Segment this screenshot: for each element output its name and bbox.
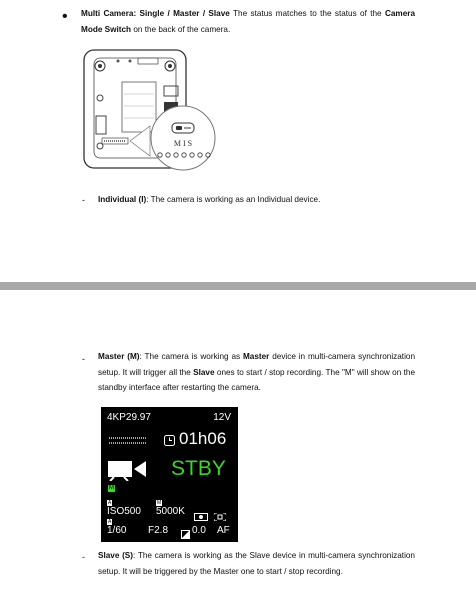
autofocus-label: AF (217, 525, 230, 536)
aperture-value: F2.8 (148, 525, 169, 536)
camera-play-icon (108, 459, 148, 481)
camera-back-diagram (80, 46, 218, 178)
record-timecode: 01h06 (179, 429, 227, 448)
master-term: Master (M) (98, 352, 140, 361)
master-paragraph: Master (M): The camera is working as Master device in multi-camera synchronization setup. It will trigger all the Slave ones to start / stop recording. The "M" will show on the standby interface after restarting the camera. (98, 352, 416, 392)
manual-page-bottom (0, 290, 476, 601)
dash-marker: - (82, 195, 85, 205)
record-format: 4KP29.97 (107, 412, 151, 423)
camera-mode-switch-name: Camera Mode Switch (81, 9, 415, 34)
standby-screen (101, 407, 238, 542)
bullet-icon: • (62, 8, 68, 25)
focus-frame-icon (214, 508, 226, 516)
clock-icon (164, 433, 175, 444)
multi-camera-title: Multi Camera: Single / Master / Slave (81, 9, 230, 18)
battery-voltage: 12V (213, 412, 231, 423)
individual-paragraph: Individual (I): The camera is working as an Individual device. (98, 195, 321, 204)
white-balance-value: 5000K (156, 506, 185, 517)
slave-term: Slave (S) (98, 551, 133, 560)
exposure-comp-icon (181, 526, 190, 535)
manual-page-top (0, 0, 476, 282)
lens-icon (194, 508, 208, 516)
iso-value: ISO500 (107, 506, 141, 517)
iso-caption: A (108, 500, 112, 506)
shutter-value: 1/60 (107, 525, 127, 536)
dash-marker: - (82, 354, 85, 364)
individual-term: Individual (I) (98, 195, 147, 204)
multi-camera-paragraph: Multi Camera: Single / Master / Slave The status matches to the status of the Camera Mode Switch on the back of the camera. (81, 9, 415, 34)
wb-caption: M (157, 500, 162, 506)
standby-status: STBY (171, 457, 226, 480)
mis-switch-label: M I S (173, 139, 193, 148)
master-mode-badge: M (109, 485, 114, 491)
page-divider (0, 282, 476, 290)
audio-meter-icon (109, 433, 147, 443)
shutter-caption: A (108, 519, 112, 525)
dash-marker: - (82, 552, 85, 562)
exposure-comp-value: 0.0 (192, 525, 206, 536)
slave-paragraph: Slave (S): The camera is working as the Slave device in multi-camera synchronization setup. It will be triggered by the Master one to start / stop recording. (98, 551, 415, 576)
